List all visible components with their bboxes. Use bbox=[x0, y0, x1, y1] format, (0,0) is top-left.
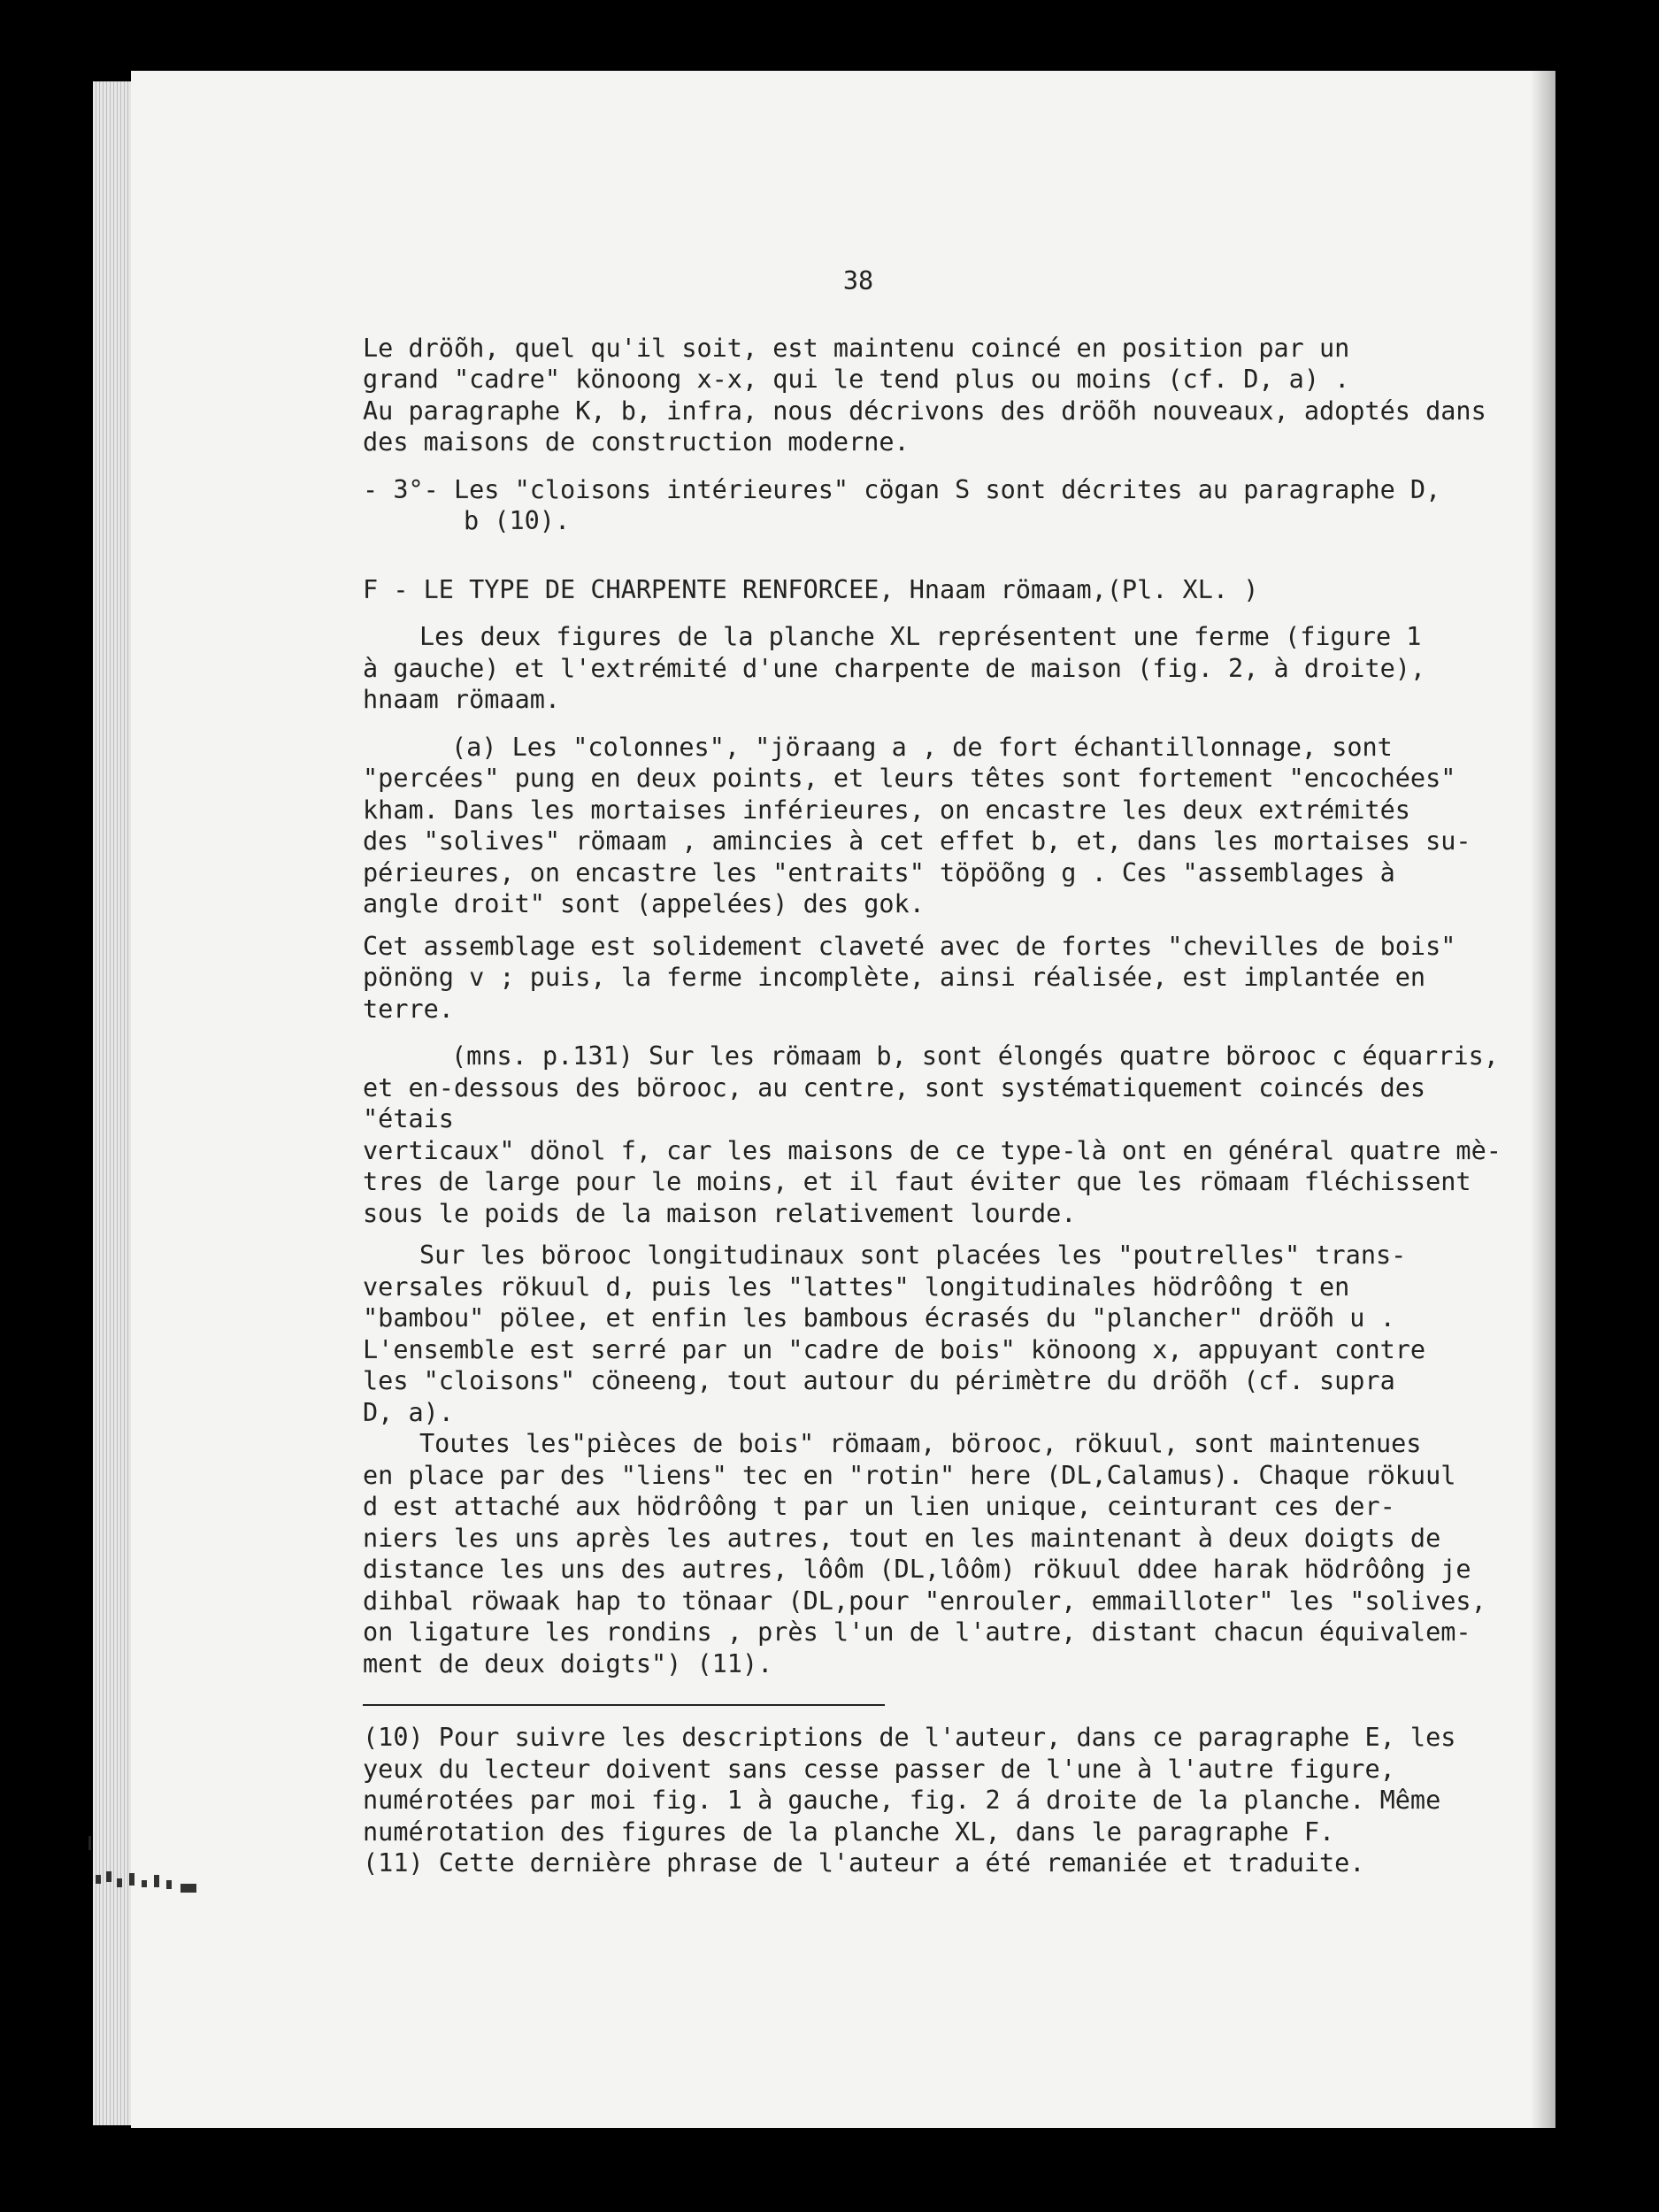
footnote-11 bbox=[363, 1847, 1504, 1879]
text-line: "percées" pung en deux points, et leurs têtes sont fortement "encochées" bbox=[363, 764, 1456, 793]
text-line: numérotation des figures de la planche XL, dans le paragraphe F. bbox=[363, 1816, 1335, 1847]
text-line: (mns. p.131) Sur les römaam b, sont élongés quatre börooc c équarris, bbox=[451, 1041, 1499, 1071]
text-line: on ligature les rondins , près l'un de l'autre, distant chacun équivalem- bbox=[363, 1617, 1471, 1647]
text-line: des maisons de construction moderne. bbox=[363, 427, 910, 457]
text-line: numérotées par moi fig. 1 à gauche, fig. 2 á droite de la planche. Même bbox=[363, 1786, 1441, 1815]
text-line: grand "cadre" könoong x-x, qui le tend plus ou moins (cf. D, a) . bbox=[363, 365, 1350, 394]
paragraph-columns bbox=[363, 732, 1504, 920]
page-text bbox=[363, 265, 1504, 1879]
text-line: d est attaché aux hödrôông t par un lien unique, ceinturant ces der- bbox=[363, 1492, 1395, 1521]
paragraph-droöh-frame bbox=[363, 333, 1504, 458]
text-line: Cet assemblage est solidement claveté avec de fortes "chevilles de bois" bbox=[363, 931, 1456, 961]
text-line: à gauche) et l'extrémité d'une charpente de maison (fig. 2, à droite), bbox=[363, 653, 1426, 683]
text-line: des "solives" römaam , amincies à cet effet b, et, dans les mortaises su- bbox=[363, 826, 1471, 856]
text-line: sous le poids de la maison relativement lourde. bbox=[363, 1198, 1077, 1228]
paragraph-interior-partitions bbox=[363, 474, 1504, 537]
text-line: (11) Cette dernière phrase de l'auteur a été remaniée et traduite. bbox=[363, 1848, 1365, 1878]
text-line: F - LE TYPE DE CHARPENTE RENFORCEE, Hnaam römaam,(Pl. XL. ) bbox=[363, 574, 1259, 604]
footnote-separator bbox=[363, 1704, 885, 1706]
text-line: terre. bbox=[363, 994, 454, 1024]
text-line: yeux du lecteur doivent sans cesse passer de l'une à l'autre figure, bbox=[363, 1754, 1395, 1784]
text-line: Toutes les"pièces de bois" römaam, börooc, rökuul, sont maintenues bbox=[419, 1429, 1422, 1458]
text-line: en place par des "liens" tec en "rotin" here (DL,Calamus). Chaque rökuul bbox=[363, 1460, 1456, 1490]
text-line: Au paragraphe K, b, infra, nous décrivons des dröõh nouveaux, adoptés dans bbox=[363, 396, 1486, 426]
footnote-10 bbox=[363, 1722, 1504, 1847]
text-line: hnaam römaam. bbox=[363, 685, 561, 714]
text-line: distance les uns des autres, lôôm (DL,lôôm) rökuul ddee harak hödrôông je bbox=[363, 1555, 1471, 1584]
section-heading-F bbox=[363, 574, 1504, 606]
text-line: et en-dessous des börooc, au centre, sont systématiquement coincés des "étais bbox=[363, 1072, 1426, 1133]
paragraph-pegging bbox=[363, 931, 1504, 1025]
text-line: D, a). bbox=[363, 1397, 454, 1427]
text-line: pönöng v ; puis, la ferme incomplète, ainsi réalisée, est implantée en bbox=[363, 963, 1426, 992]
paragraph-borooc bbox=[363, 1041, 1504, 1229]
paragraph-ties bbox=[363, 1428, 1504, 1679]
text-line: b (10). bbox=[464, 506, 571, 535]
text-line: angle droit" sont (appelées) des gok. bbox=[363, 889, 925, 918]
paragraph-plate-XL bbox=[363, 621, 1504, 716]
text-line: kham. Dans les mortaises inférieures, on encastre les deux extrémités bbox=[363, 795, 1410, 825]
text-line: dihbal röwaak hap to tönaar (DL,pour "enrouler, emmailloter" les "solives, bbox=[363, 1586, 1486, 1616]
text-line: L'ensemble est serré par un "cadre de bois" könoong x, appuyant contre bbox=[363, 1334, 1426, 1364]
text-line: Les deux figures de la planche XL représentent une ferme (figure 1 bbox=[419, 622, 1422, 651]
text-line: verticaux" dönol f, car les maisons de ce type-là ont en général quatre mè- bbox=[363, 1135, 1502, 1165]
text-line: (10) Pour suivre les descriptions de l'auteur, dans ce paragraphe E, les bbox=[363, 1723, 1456, 1752]
text-line: périeures, on encastre les "entraits" töpöõng g . Ces "assemblages à bbox=[363, 857, 1395, 887]
text-line: tres de large pour le moins, et il faut éviter que les römaam fléchissent bbox=[363, 1167, 1471, 1196]
page-number: 38 bbox=[842, 266, 874, 296]
page-gutter-shadow bbox=[1531, 71, 1555, 2128]
text-line: niers les uns après les autres, tout en les maintenant à deux doigts de bbox=[363, 1523, 1441, 1553]
text-line: - 3°- Les "cloisons intérieures" cögan S sont décrites au paragraphe D, bbox=[363, 474, 1441, 504]
text-line: ment de deux doigts") (11). bbox=[363, 1648, 773, 1678]
text-line: les "cloisons" cöneeng, tout autour du périmètre du dröõh (cf. supra bbox=[363, 1366, 1395, 1395]
scan-registration-marks bbox=[96, 1871, 202, 1898]
margin-mark bbox=[88, 1836, 91, 1850]
text-line: versales rökuul d, puis les "lattes" longitudinales hödrôông t en bbox=[363, 1271, 1350, 1302]
paragraph-rokuul bbox=[363, 1240, 1504, 1428]
text-line: "bambou" pölee, et enfin les bambous écrasés du "plancher" dröõh u . bbox=[363, 1303, 1395, 1333]
text-line: (a) Les "colonnes", "jöraang a , de fort échantillonnage, sont bbox=[451, 732, 1393, 762]
text-line: Le dröõh, quel qu'il soit, est maintenu coincé en position par un bbox=[363, 333, 1350, 363]
text-line: Sur les börooc longitudinaux sont placées les "poutrelles" trans- bbox=[419, 1240, 1407, 1270]
